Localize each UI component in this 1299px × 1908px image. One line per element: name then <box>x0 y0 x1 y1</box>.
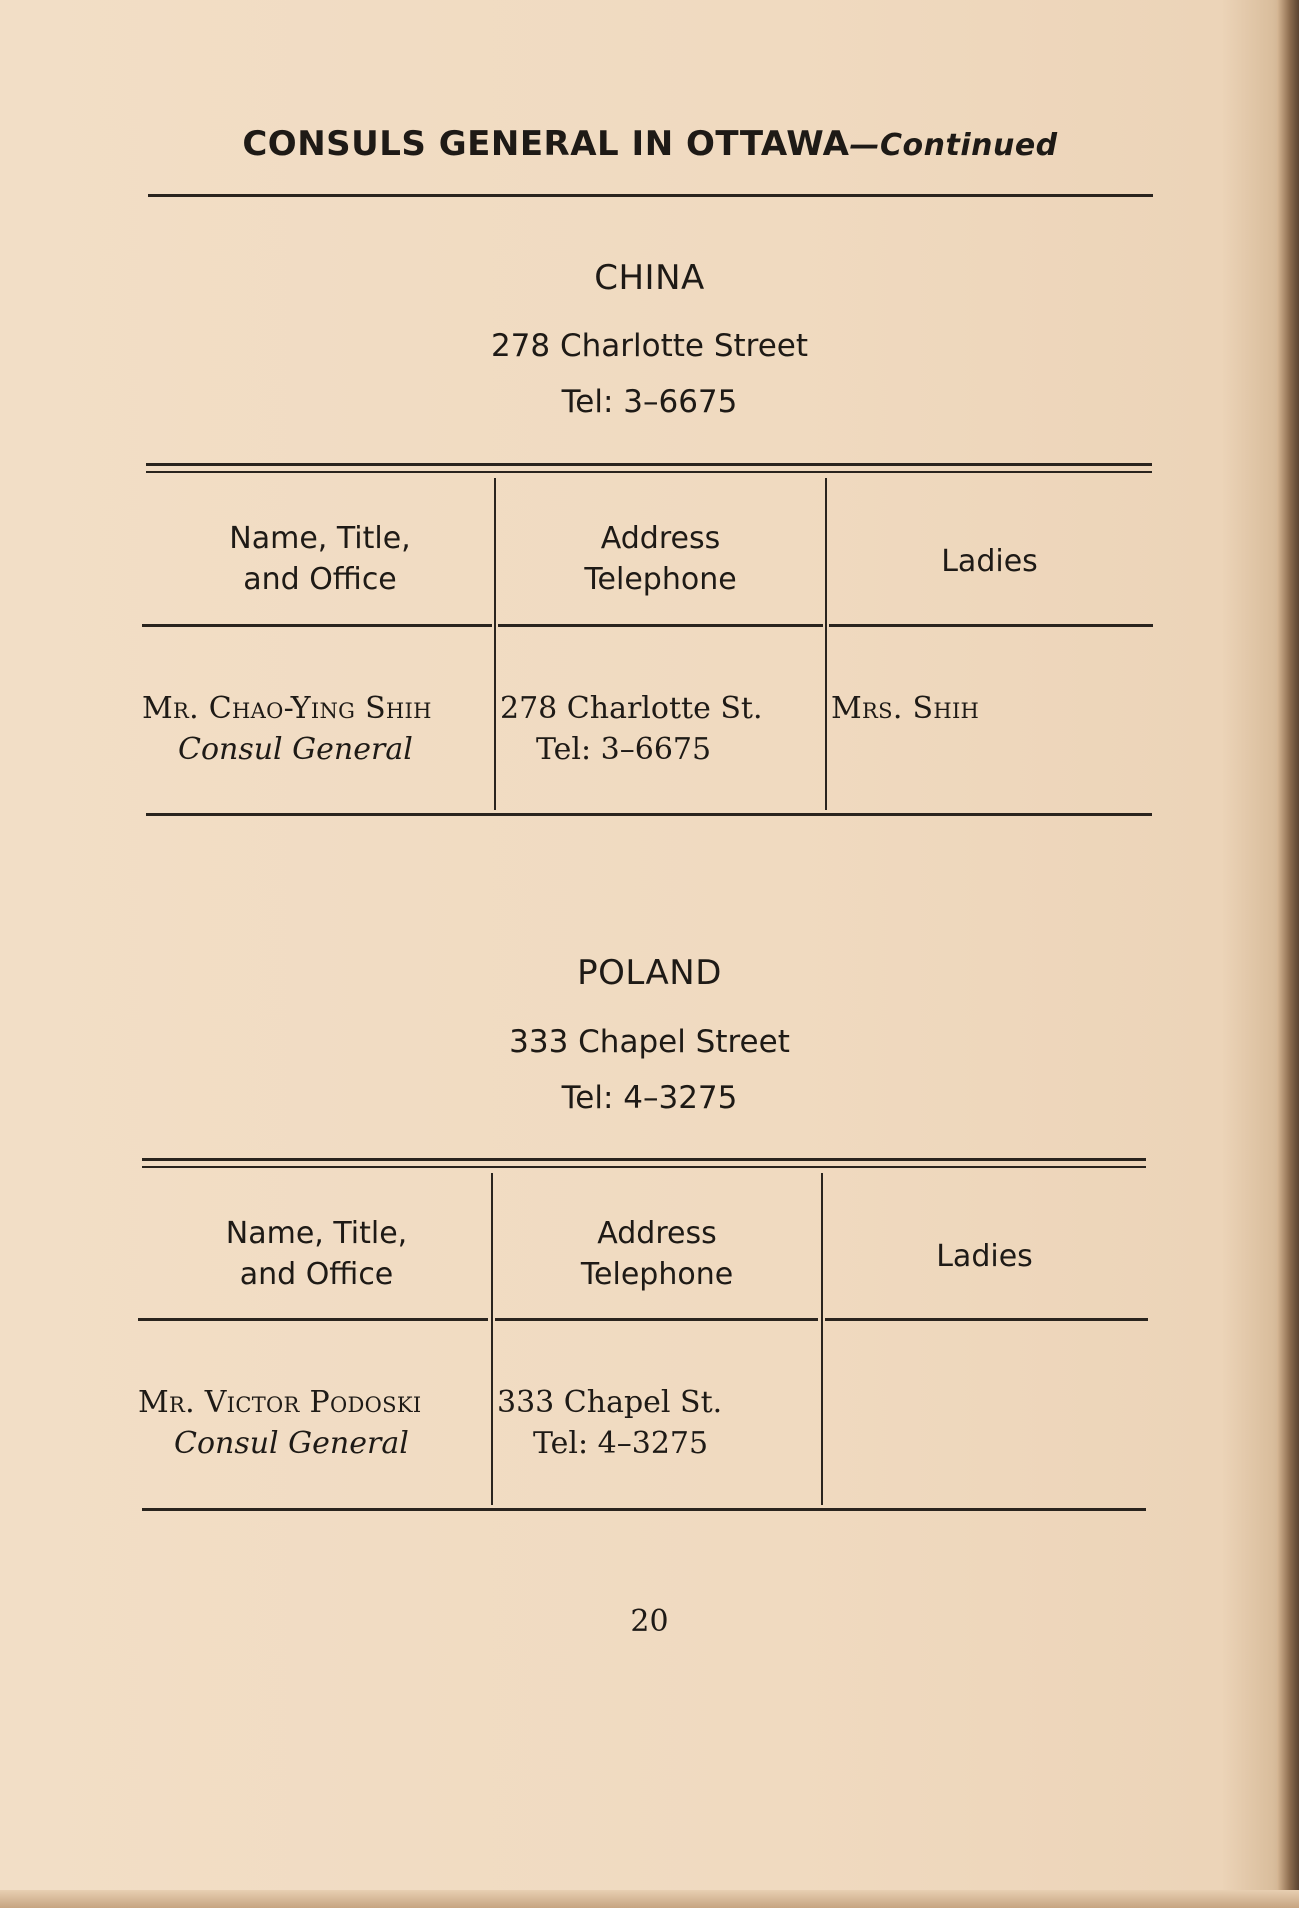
header-rule <box>495 1318 818 1321</box>
row-street: 333 Chapel St. <box>497 1385 723 1420</box>
consul-title: Consul General <box>174 1426 409 1461</box>
header-address-telephone <box>493 1213 821 1295</box>
header-name-title-office <box>142 1213 491 1295</box>
country-telephone: Tel: 4–3275 <box>561 1080 738 1116</box>
country-address: 333 Chapel Street <box>509 1024 790 1060</box>
header-ladies: Ladies <box>941 544 1038 579</box>
header-line: Address <box>597 1216 717 1251</box>
header-rule <box>825 1318 1148 1321</box>
country-address: 278 Charlotte Street <box>490 328 809 364</box>
row-tel: Tel: 4–3275 <box>533 1426 709 1461</box>
header-address-telephone <box>496 518 825 600</box>
row-tel: Tel: 3–6675 <box>536 732 712 767</box>
header-rule <box>148 194 1153 197</box>
table-row <box>142 688 494 770</box>
row-address <box>500 688 825 770</box>
header-line: Telephone <box>580 1257 734 1292</box>
table-row <box>138 1382 491 1464</box>
page-number: 20 <box>630 1604 669 1639</box>
column-divider <box>821 1173 823 1505</box>
consul-name: Mr. Victor Podoski <box>138 1385 422 1420</box>
page-bottom-edge <box>0 1890 1299 1908</box>
row-address <box>497 1382 821 1464</box>
header-rule <box>142 624 492 627</box>
header-line: Name, Title, <box>225 1216 408 1251</box>
country-telephone: Tel: 3–6675 <box>561 384 738 420</box>
page-header <box>150 124 1150 164</box>
header-line: Telephone <box>584 562 737 597</box>
header-name-title-office <box>146 518 494 600</box>
header-rule <box>498 624 823 627</box>
header-line: Name, Title, <box>229 521 411 556</box>
header-continued: —Continued <box>849 128 1058 163</box>
table-bottom-rule <box>142 1508 1146 1511</box>
header-rule <box>138 1318 488 1321</box>
table-top-rule <box>142 1158 1146 1161</box>
header-ladies: Ladies <box>936 1239 1033 1274</box>
header-rule <box>829 624 1153 627</box>
column-divider <box>825 478 827 810</box>
header-line: Address <box>600 521 721 556</box>
consul-name: Mr. Chao-Ying Shih <box>142 691 432 726</box>
header-line: and Office <box>239 1257 394 1292</box>
row-street: 278 Charlotte St. <box>500 691 763 726</box>
table-bottom-rule <box>146 813 1152 816</box>
row-lady: Mrs. Shih <box>831 691 980 726</box>
country-name: POLAND <box>577 953 722 993</box>
table-top-rule-second <box>146 471 1152 473</box>
consul-title: Consul General <box>178 732 413 767</box>
table-top-rule <box>146 463 1152 466</box>
country-name: CHINA <box>594 258 705 298</box>
header-line: and Office <box>243 562 397 597</box>
table-top-rule-second <box>142 1166 1146 1168</box>
header-title: CONSULS GENERAL IN OTTAWA <box>242 124 850 164</box>
